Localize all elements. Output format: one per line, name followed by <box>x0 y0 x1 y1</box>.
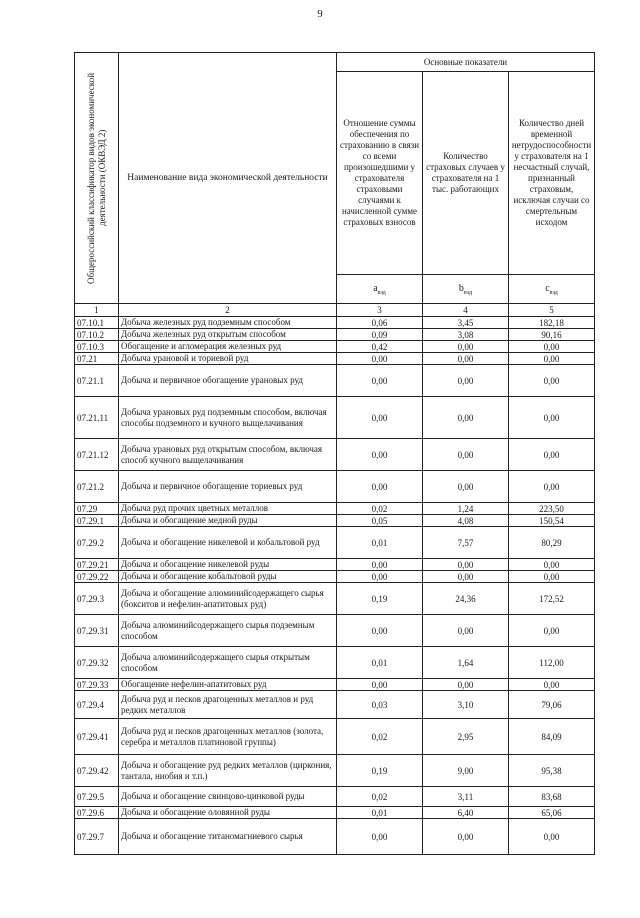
indicator-c-header: Количество дней временной нетрудоспособности у страхователя на 1 несчастный случай, признанный страховым, исключая случаи со смертельным исходом <box>509 72 595 275</box>
okved-code-cell: 07.29.6 <box>75 807 119 819</box>
okved-code-cell: 07.29.5 <box>75 787 119 807</box>
indicator-c-value: 0,00 <box>509 819 595 855</box>
okved-column-header: Общероссийский классификатор видов экономической деятельности (ОКВЭД 2) <box>75 53 119 304</box>
okved-code-cell: 07.29.31 <box>75 615 119 647</box>
indicator-b-value: 3,11 <box>423 787 509 807</box>
table-row <box>75 471 595 503</box>
indicator-a-value: 0,01 <box>337 647 423 679</box>
table-row <box>75 527 595 559</box>
okved-code-cell: 07.29.41 <box>75 719 119 755</box>
indicator-b-value: 9,00 <box>423 755 509 787</box>
indicator-a-value: 0,06 <box>337 317 423 329</box>
activity-name-column-header: Наименование вида экономической деятельности <box>119 53 337 304</box>
indicator-c-value: 0,00 <box>509 365 595 397</box>
indicator-b-value: 0,00 <box>423 397 509 439</box>
okved-code-cell: 07.29.33 <box>75 679 119 691</box>
indicator-b-value: 0,00 <box>423 341 509 353</box>
okved-code-cell: 07.29 <box>75 503 119 515</box>
indicator-a-value: 0,00 <box>337 679 423 691</box>
okved-code-cell: 07.29.1 <box>75 515 119 527</box>
indicator-a-value: 0,00 <box>337 615 423 647</box>
indicator-c-value: 0,00 <box>509 559 595 571</box>
indicator-b-value: 0,00 <box>423 679 509 691</box>
indicator-c-value: 95,38 <box>509 755 595 787</box>
okved-code-cell: 07.21.1 <box>75 365 119 397</box>
activity-name-cell: Добыча алюминийсодержащего сырья открытым способом <box>119 647 337 679</box>
table-row <box>75 571 595 583</box>
column-number: 2 <box>119 304 337 317</box>
indicator-b-value: 1,24 <box>423 503 509 515</box>
indicator-c-value: 0,00 <box>509 615 595 647</box>
activity-name-cell: Добыча и обогащение медной руды <box>119 515 337 527</box>
table-row <box>75 647 595 679</box>
indicator-a-value: 0,00 <box>337 559 423 571</box>
indicator-c-value: 112,00 <box>509 647 595 679</box>
table-row <box>75 559 595 571</box>
indicator-a-value: 0,00 <box>337 571 423 583</box>
activity-name-cell: Добыча и первичное обогащение ториевых руд <box>119 471 337 503</box>
indicator-b-value: 0,00 <box>423 365 509 397</box>
okved-code-cell: 07.21.11 <box>75 397 119 439</box>
indicator-a-value: 0,00 <box>337 439 423 471</box>
activity-name-cell: Добыча урановой и ториевой руд <box>119 353 337 365</box>
indicator-c-value: 150,54 <box>509 515 595 527</box>
indicator-c-value: 0,00 <box>509 439 595 471</box>
okved-code-cell: 07.21 <box>75 353 119 365</box>
page-number: 9 <box>317 8 323 20</box>
okved-code-cell: 07.29.3 <box>75 583 119 615</box>
indicator-b-value: 0,00 <box>423 471 509 503</box>
activity-name-cell: Обогащение нефелин-апатитовых руд <box>119 679 337 691</box>
okved-code-cell: 07.29.4 <box>75 691 119 719</box>
activity-name-cell: Добыча руд и песков драгоценных металлов и руд редких металлов <box>119 691 337 719</box>
table-row <box>75 365 595 397</box>
indicator-b-symbol: $b_{вэд}$ <box>423 275 509 304</box>
okved-code-cell: 07.10.1 <box>75 317 119 329</box>
indicator-a-header: Отношение суммы обеспечения по страхованию в связи со всеми произошедшими у страхователя страховыми случаями к начисленной сумме страховых взносов <box>337 72 423 275</box>
indicator-b-value: 0,00 <box>423 353 509 365</box>
indicator-c-value: 90,16 <box>509 329 595 341</box>
table-row <box>75 755 595 787</box>
indicator-b-value: 3,10 <box>423 691 509 719</box>
indicator-c-value: 0,00 <box>509 341 595 353</box>
activity-name-cell: Добыча урановых руд открытым способом, включая способ кучного выщелачивания <box>119 439 337 471</box>
table-row <box>75 317 595 329</box>
table-row <box>75 397 595 439</box>
activity-name-cell: Обогащение и агломерация железных руд <box>119 341 337 353</box>
table-row <box>75 353 595 365</box>
table-row <box>75 439 595 471</box>
table-row <box>75 503 595 515</box>
activity-name-cell: Добыча и обогащение алюминийсодержащего сырья (бокситов и нефелин-апатитовых руд) <box>119 583 337 615</box>
indicator-c-value: 79,06 <box>509 691 595 719</box>
column-number: 1 <box>75 304 119 317</box>
indicator-c-value: 0,00 <box>509 679 595 691</box>
indicator-b-value: 1,64 <box>423 647 509 679</box>
okved-code-cell: 07.29.7 <box>75 819 119 855</box>
indicator-c-value: 0,00 <box>509 397 595 439</box>
table-row <box>75 329 595 341</box>
indicator-b-value: 0,00 <box>423 571 509 583</box>
indicator-a-symbol: $a_{вэд}$ <box>337 275 423 304</box>
okved-code-cell: 07.10.3 <box>75 341 119 353</box>
activity-name-cell: Добыча и обогащение оловянной руды <box>119 807 337 819</box>
indicator-b-value: 3,45 <box>423 317 509 329</box>
indicator-b-value: 6,40 <box>423 807 509 819</box>
activity-name-cell: Добыча железных руд открытым способом <box>119 329 337 341</box>
column-number: 5 <box>509 304 595 317</box>
table-row <box>75 679 595 691</box>
activity-name-cell: Добыча алюминийсодержащего сырья подземным способом <box>119 615 337 647</box>
indicator-a-value: 0,00 <box>337 397 423 439</box>
indicator-b-value: 4,08 <box>423 515 509 527</box>
indicator-c-value: 83,68 <box>509 787 595 807</box>
activity-name-cell: Добыча железных руд подземным способом <box>119 317 337 329</box>
activity-name-cell: Добыча и обогащение никелевой руды <box>119 559 337 571</box>
main-indicators-header: Основные показатели <box>337 53 595 72</box>
indicator-b-value: 0,00 <box>423 439 509 471</box>
indicator-b-value: 24,36 <box>423 583 509 615</box>
indicator-c-value: 0,00 <box>509 353 595 365</box>
indicator-a-value: 0,02 <box>337 719 423 755</box>
indicator-a-value: 0,02 <box>337 787 423 807</box>
table-row <box>75 819 595 855</box>
okved-code-cell: 07.21.12 <box>75 439 119 471</box>
table-row <box>75 691 595 719</box>
table-row <box>75 787 595 807</box>
indicator-c-value: 65,06 <box>509 807 595 819</box>
indicator-a-value: 0,01 <box>337 527 423 559</box>
indicator-b-value: 0,00 <box>423 559 509 571</box>
indicator-a-value: 0,19 <box>337 755 423 787</box>
table-row <box>75 515 595 527</box>
indicator-a-value: 0,42 <box>337 341 423 353</box>
activity-name-cell: Добыча и обогащение никелевой и кобальтовой руд <box>119 527 337 559</box>
indicator-c-value: 223,50 <box>509 503 595 515</box>
okved-code-cell: 07.29.21 <box>75 559 119 571</box>
table-row <box>75 807 595 819</box>
indicator-a-value: 0,09 <box>337 329 423 341</box>
okved-code-cell: 07.29.42 <box>75 755 119 787</box>
activity-name-cell: Добыча и обогащение кобальтовой руды <box>119 571 337 583</box>
okved-code-cell: 07.29.2 <box>75 527 119 559</box>
activity-name-cell: Добыча и обогащение титаномагниевого сырья <box>119 819 337 855</box>
indicator-c-value: 0,00 <box>509 471 595 503</box>
table-row <box>75 615 595 647</box>
indicator-c-value: 84,09 <box>509 719 595 755</box>
table-row <box>75 583 595 615</box>
activity-name-cell: Добыча урановых руд подземным способом, включая способы подземного и кучного выщелачивания <box>119 397 337 439</box>
indicator-a-value: 0,02 <box>337 503 423 515</box>
indicator-b-value: 0,00 <box>423 615 509 647</box>
indicator-a-value: 0,00 <box>337 353 423 365</box>
indicator-c-value: 172,52 <box>509 583 595 615</box>
indicator-a-value: 0,19 <box>337 583 423 615</box>
indicator-a-value: 0,05 <box>337 515 423 527</box>
activity-name-cell: Добыча и первичное обогащение урановых руд <box>119 365 337 397</box>
indicator-c-value: 0,00 <box>509 571 595 583</box>
table-row <box>75 719 595 755</box>
indicator-a-value: 0,00 <box>337 819 423 855</box>
okved-code-cell: 07.29.22 <box>75 571 119 583</box>
activity-name-cell: Добыча руд прочих цветных металлов <box>119 503 337 515</box>
activity-name-cell: Добыча руд и песков драгоценных металлов (золота, серебра и металлов платиновой группы) <box>119 719 337 755</box>
column-numbers-row <box>75 304 595 317</box>
column-number: 3 <box>337 304 423 317</box>
indicator-b-header: Количество страховых случаев у страхователя на 1 тыс. работающих <box>423 72 509 275</box>
table-body <box>75 317 595 855</box>
indicator-b-value: 7,57 <box>423 527 509 559</box>
indicator-b-value: 0,00 <box>423 819 509 855</box>
activity-name-cell: Добыча и обогащение свинцово-цинковой руды <box>119 787 337 807</box>
indicator-b-value: 3,08 <box>423 329 509 341</box>
indicator-c-symbol: $c_{вэд}$ <box>509 275 595 304</box>
column-number: 4 <box>423 304 509 317</box>
indicator-c-value: 182,18 <box>509 317 595 329</box>
table-row <box>75 341 595 353</box>
indicators-table <box>74 52 595 855</box>
indicator-b-value: 2,95 <box>423 719 509 755</box>
okved-code-cell: 07.10.2 <box>75 329 119 341</box>
activity-name-cell: Добыча и обогащение руд редких металлов (циркония, тантала, ниобия и т.п.) <box>119 755 337 787</box>
okved-code-cell: 07.29.32 <box>75 647 119 679</box>
okved-code-cell: 07.21.2 <box>75 471 119 503</box>
indicator-a-value: 0,00 <box>337 365 423 397</box>
indicator-a-value: 0,01 <box>337 807 423 819</box>
indicator-c-value: 80,29 <box>509 527 595 559</box>
indicator-a-value: 0,00 <box>337 471 423 503</box>
indicator-a-value: 0,03 <box>337 691 423 719</box>
